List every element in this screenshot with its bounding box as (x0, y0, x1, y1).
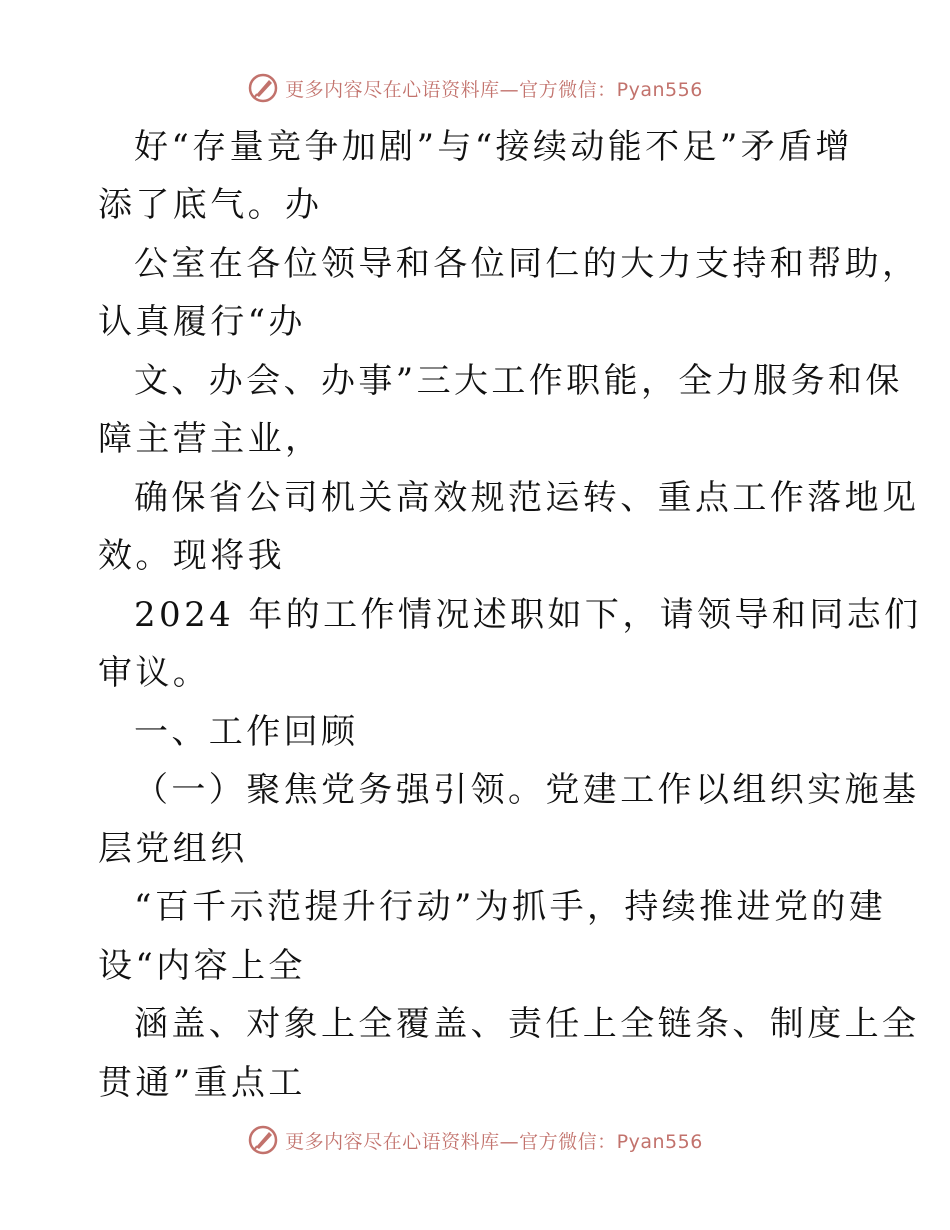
header-watermark (0, 68, 950, 108)
body-line: 涵盖、对象上全覆盖、责任上全链条、制度上全 (134, 1004, 920, 1044)
footer-watermark (0, 1120, 950, 1160)
watermark-text: 更多内容尽在心语资料库—官方微信：Pyan556 (285, 78, 703, 101)
body-line: 确保省公司机关高效规范运转、重点工作落地见 (134, 478, 920, 518)
body-line: 设“内容上全 (98, 946, 306, 986)
body-line: 添了底气。办 (98, 185, 323, 225)
body-line: 效。现将我 (98, 536, 285, 576)
body-line: 文、办会、办事”三大工作职能，全力服务和保 (134, 361, 903, 401)
body-line: 审议。 (98, 653, 211, 693)
body-line: 层党组织 (98, 829, 248, 869)
quill-logo-icon (247, 1124, 279, 1156)
body-line: 2024 年的工作情况述职如下，请领导和同志们 (134, 595, 922, 635)
body-line: 公室在各位领导和各位同仁的大力支持和帮助， (134, 244, 920, 284)
body-line: （一）聚焦党务强引领。党建工作以组织实施基 (134, 770, 920, 810)
body-line: “百千示范提升行动”为抓手，持续推进党的建 (134, 887, 887, 927)
quill-logo-icon (247, 72, 279, 104)
body-line: 贯通”重点工 (98, 1063, 306, 1103)
body-line: 障主营主业， (98, 419, 323, 459)
section-heading: 一、工作回顾 (134, 712, 359, 752)
body-line: 认真履行“办 (98, 302, 306, 342)
body-line: 好“存量竞争加剧”与“接续动能不足”矛盾增 (134, 127, 853, 167)
watermark-text: 更多内容尽在心语资料库—官方微信：Pyan556 (285, 1130, 703, 1153)
